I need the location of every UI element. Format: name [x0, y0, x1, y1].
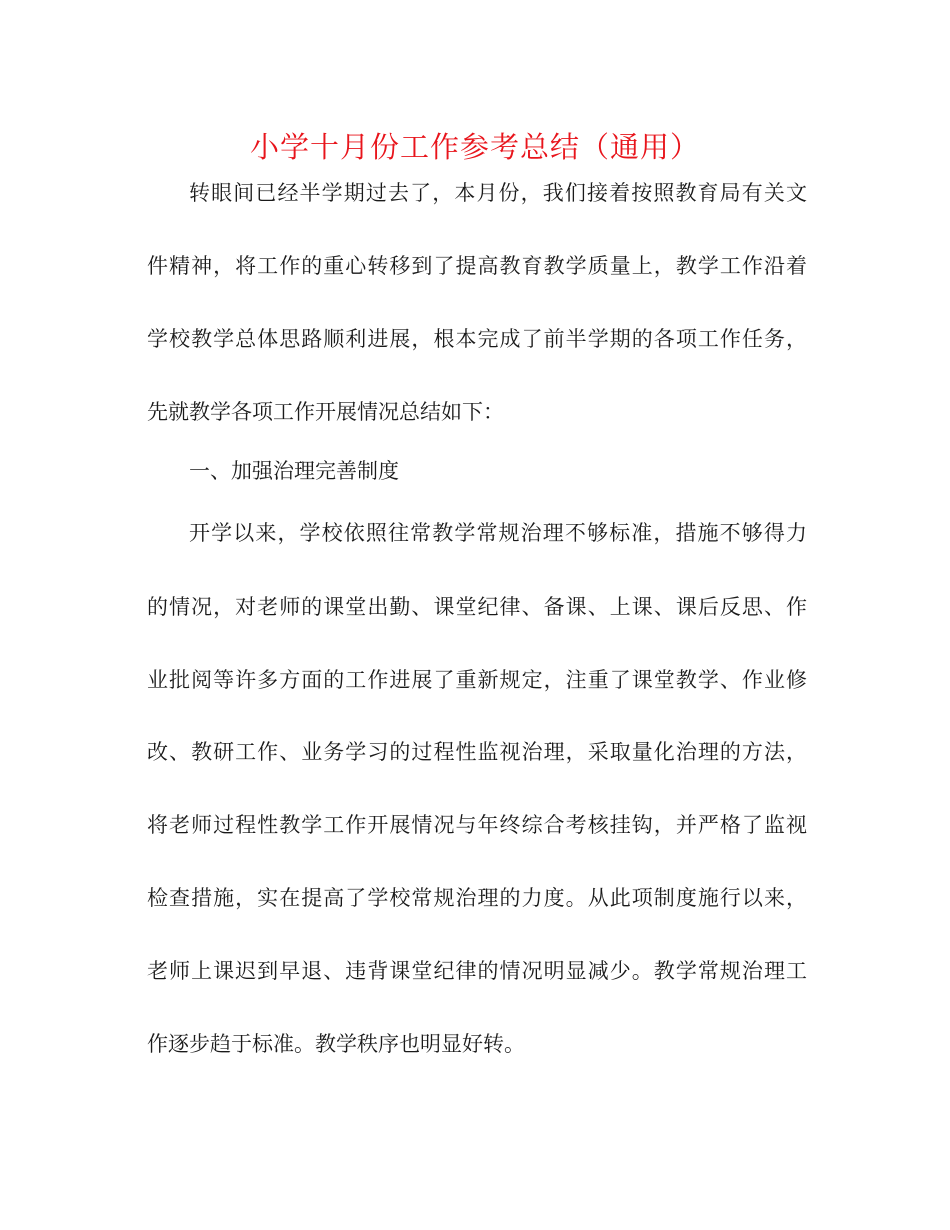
paragraph-2-line-3: 业批阅等许多方面的工作进展了重新规定，注重了课堂教学、作业修 [147, 668, 807, 692]
paragraph-2-line-7: 老师上课迟到早退、违背课堂纪律的情况明显减少。教学常规治理工 [147, 959, 807, 983]
paragraph-1-line-1: 转眼间已经半学期过去了，本月份，我们接着按照教育局有关文 [189, 181, 807, 205]
paragraph-2-line-4: 改、教研工作、业务学习的过程性监视治理，采取量化治理的方法， [147, 740, 807, 764]
paragraph-1-line-2: 件精神，将工作的重心转移到了提高教育教学质量上，教学工作沿着 [147, 254, 807, 278]
paragraph-2-line-6: 检查措施，实在提高了学校常规治理的力度。从此项制度施行以来， [147, 886, 807, 910]
document-title: 小学十月份工作参考总结（通用） [249, 130, 700, 164]
paragraph-2-line-2: 的情况，对老师的课堂出勤、课堂纪律、备课、上课、课后反思、作 [147, 595, 807, 619]
paragraph-1-line-4: 先就教学各项工作开展情况总结如下： [147, 400, 504, 424]
paragraph-2-line-5: 将老师过程性教学工作开展情况与年终综合考核挂钩，并严格了监视 [147, 813, 807, 837]
paragraph-2-line-1: 开学以来，学校依照往常教学常规治理不够标准，措施不够得力 [189, 521, 807, 545]
section-heading-1: 一、加强治理完善制度 [189, 459, 399, 483]
paragraph-2-line-8: 作逐步趋于标准。教学秩序也明显好转。 [147, 1032, 525, 1056]
paragraph-1-line-3: 学校教学总体思路顺利进展，根本完成了前半学期的各项工作任务， [147, 327, 807, 351]
